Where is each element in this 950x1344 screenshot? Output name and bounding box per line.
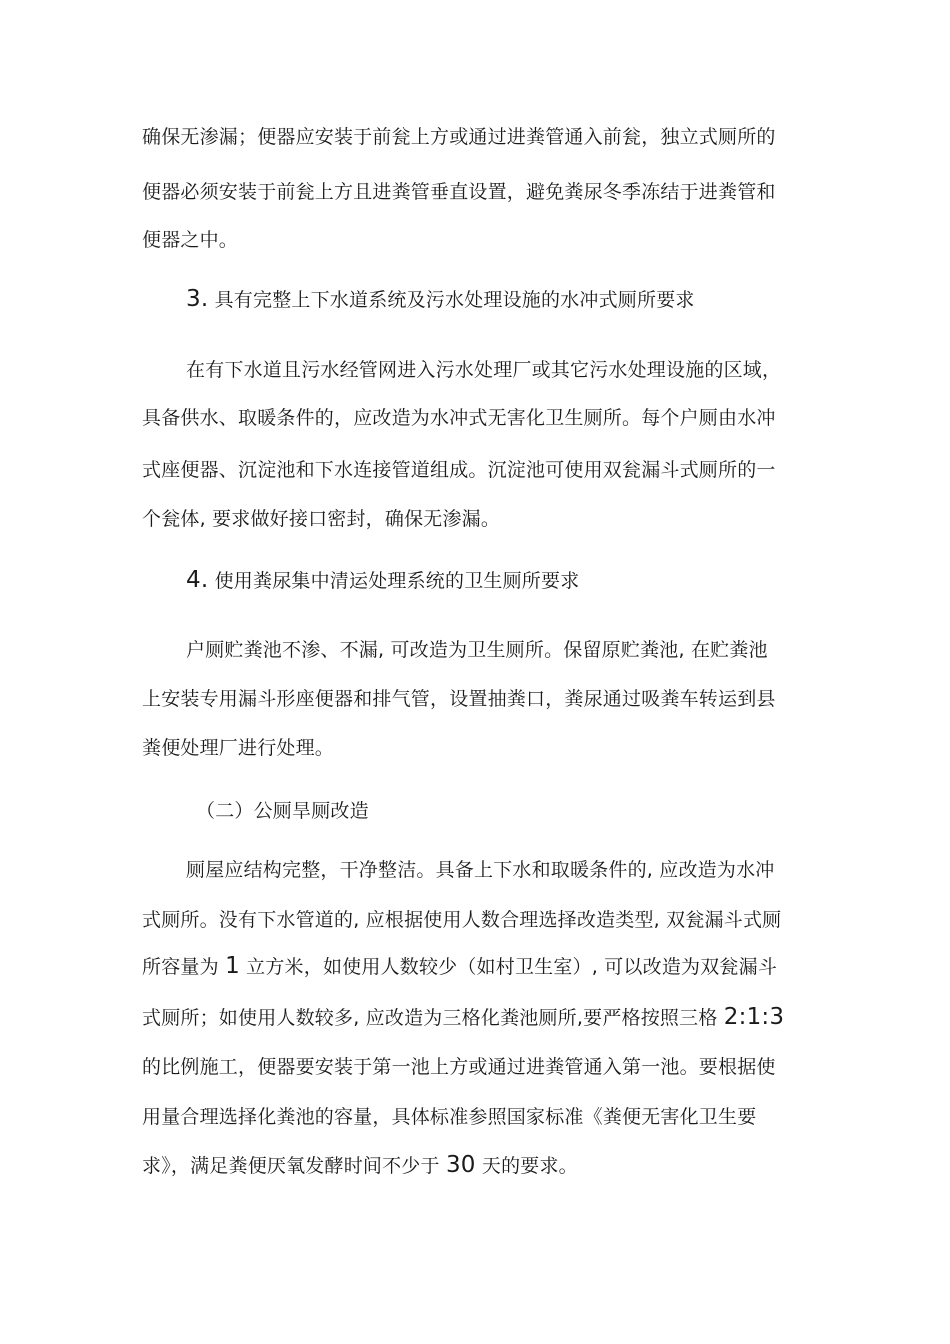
paragraph-line: 个瓮体, 要求做好接口密封，确保无渗漏。	[142, 508, 501, 530]
paragraph-line: 具备供水、取暖条件的，应改造为水冲式无害化卫生厕所。每个户厕由水冲	[142, 407, 776, 429]
text-span: 立方米，如使用人数较少（如村卫生室）, 可以改造为双瓮漏斗	[246, 956, 778, 978]
paragraph-line: 在有下水道且污水经管网进入污水处理厂或其它污水处理设施的区域，	[186, 359, 782, 381]
paragraph-line: 式座便器、沉淀池和下水连接管道组成。沉淀池可使用双瓮漏斗式厕所的一	[142, 459, 776, 481]
text-span: 所容量为	[142, 956, 219, 978]
paragraph-line: 厕屋应结构完整，干净整洁。具备上下水和取暖条件的, 应改造为水冲	[186, 859, 775, 881]
section-heading	[186, 286, 695, 313]
paragraph-line: 上安装专用漏斗形座便器和排气管，设置抽粪口，粪尿通过吸粪车转运到县	[142, 688, 776, 710]
text-span: 天的要求。	[481, 1155, 578, 1177]
paragraph-line	[142, 1152, 578, 1179]
paragraph-line: 便器之中。	[142, 229, 239, 251]
paragraph-line: 的比例施工，便器要安装于第一池上方或通过进粪管通入第一池。要根据使	[142, 1056, 776, 1078]
text-span: 式厕所；如使用人数较多, 应改造为三格化粪池厕所,要严格按照三格	[142, 1007, 718, 1029]
section-number: 4.	[186, 567, 209, 593]
paragraph-line: 用量合理选择化粪池的容量，具体标准参照国家标准《粪便无害化卫生要	[142, 1106, 757, 1128]
section-title: 使用粪尿集中清运处理系统的卫生厕所要求	[214, 570, 580, 592]
section-heading	[186, 567, 579, 594]
section-title: 具有完整上下水道系统及污水处理设施的水冲式厕所要求	[214, 289, 695, 311]
section-number: 3.	[186, 286, 209, 312]
number-span: 1	[225, 953, 240, 979]
number-span: 2:1:3	[723, 1004, 785, 1030]
paragraph-line: 式厕所。没有下水管道的, 应根据使用人数合理选择改造类型, 双瓮漏斗式厕	[142, 909, 782, 931]
paragraph-line: 便器必须安装于前瓮上方且进粪管垂直设置，避免粪尿冬季冻结于进粪管和	[142, 181, 776, 203]
subsection-heading: （二）公厕旱厕改造	[196, 800, 369, 822]
paragraph-line: 户厕贮粪池不渗、不漏, 可改造为卫生厕所。保留原贮粪池, 在贮粪池	[186, 639, 768, 661]
paragraph-line: 粪便处理厂进行处理。	[142, 737, 335, 759]
paragraph-line: 确保无渗漏；便器应安装于前瓮上方或通过进粪管通入前瓮，独立式厕所的	[142, 126, 776, 148]
paragraph-line	[142, 1004, 784, 1031]
text-span: 求》，满足粪便厌氧发酵时间不少于	[142, 1155, 440, 1177]
number-span: 30	[445, 1152, 476, 1178]
paragraph-line	[142, 953, 777, 980]
